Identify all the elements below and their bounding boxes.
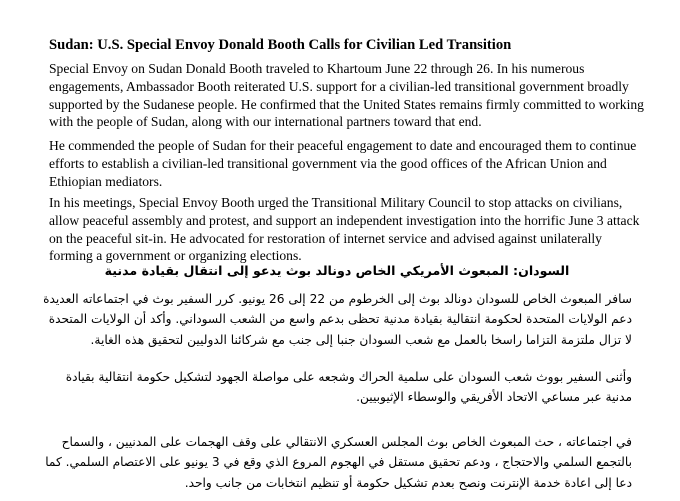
arabic-title: السودان: المبعوث الأمريكي الخاص دونالد بوث يدعو إلى انتقال بقيادة مدنية [104, 263, 570, 278]
english-paragraph-2: He commended the people of Sudan for their peaceful engagement to date and encouraged them to continue efforts to establish a civilian-led transitional government via the good offices of the African Union and Ethiopian mediators. [49, 138, 637, 189]
arabic-paragraph-2: وأثنى السفير بووث شعب السودان على سلمية الحراك وشجعه على مواصلة الجهود لتشكيل حكومة انتقالية بقيادة مدنية عبر مساعي الاتحاد الأفريقي والوسطاء الإثيوبيين. [65, 370, 632, 405]
english-paragraph-1: Special Envoy on Sudan Donald Booth traveled to Khartoum June 22 through 26. In his numerous engagements, Ambassador Booth reiterated U.S. support for a civilian-led transitional government broadly supported by the Sudanese people. He confirmed that the United States remains firmly committed to working with the people of Sudan, along with our international partners toward that end. [49, 61, 644, 130]
english-paragraph-3: In his meetings, Special Envoy Booth urged the Transitional Military Council to stop attacks on civilians, allow peaceful assembly and protest, and support an independent investigation into the horrific June 3 attack on the peaceful sit-in. He advocated for restoration of internet service and advised against unilaterally forming a government or organizing elections. [49, 195, 640, 264]
arabic-paragraph-3: في اجتماعاته ، حث المبعوث الخاص بوث المجلس العسكري الانتقالي على وقف الهجمات على المدنيين ، والسماح بالتجمع السلمي والاحتجاج ، ودعم تحقيق مستقل في الهجوم المروع الذي وقع في 3 يونيو على الاعتصام السلمي. كما دعا إلى اعادة خدمة الإنترنت ونصح بعدم تشكيل حكومة أو تنظيم انتخابات من جانب واحد. [45, 435, 632, 490]
arabic-paragraph-1: سافر المبعوث الخاص للسودان دونالد بوث إلى الخرطوم من 22 إلى 26 يونيو. كرر السفير بوث في اجتماعاته العديدة دعم الولايات المتحدة لحكومة انتقالية بقيادة مدنية تحظى بدعم واسع من الشعب السوداني. وأكد أن الولايات المتحدة لا تزال ملتزمة التزاما راسخا بالعمل مع شعب السودان جنبا إلى جنب مع شركائنا الدوليين لتحقيق هذه الغاية. [43, 292, 632, 347]
english-title: Sudan: U.S. Special Envoy Donald Booth Calls for Civilian Led Transition [49, 37, 512, 53]
